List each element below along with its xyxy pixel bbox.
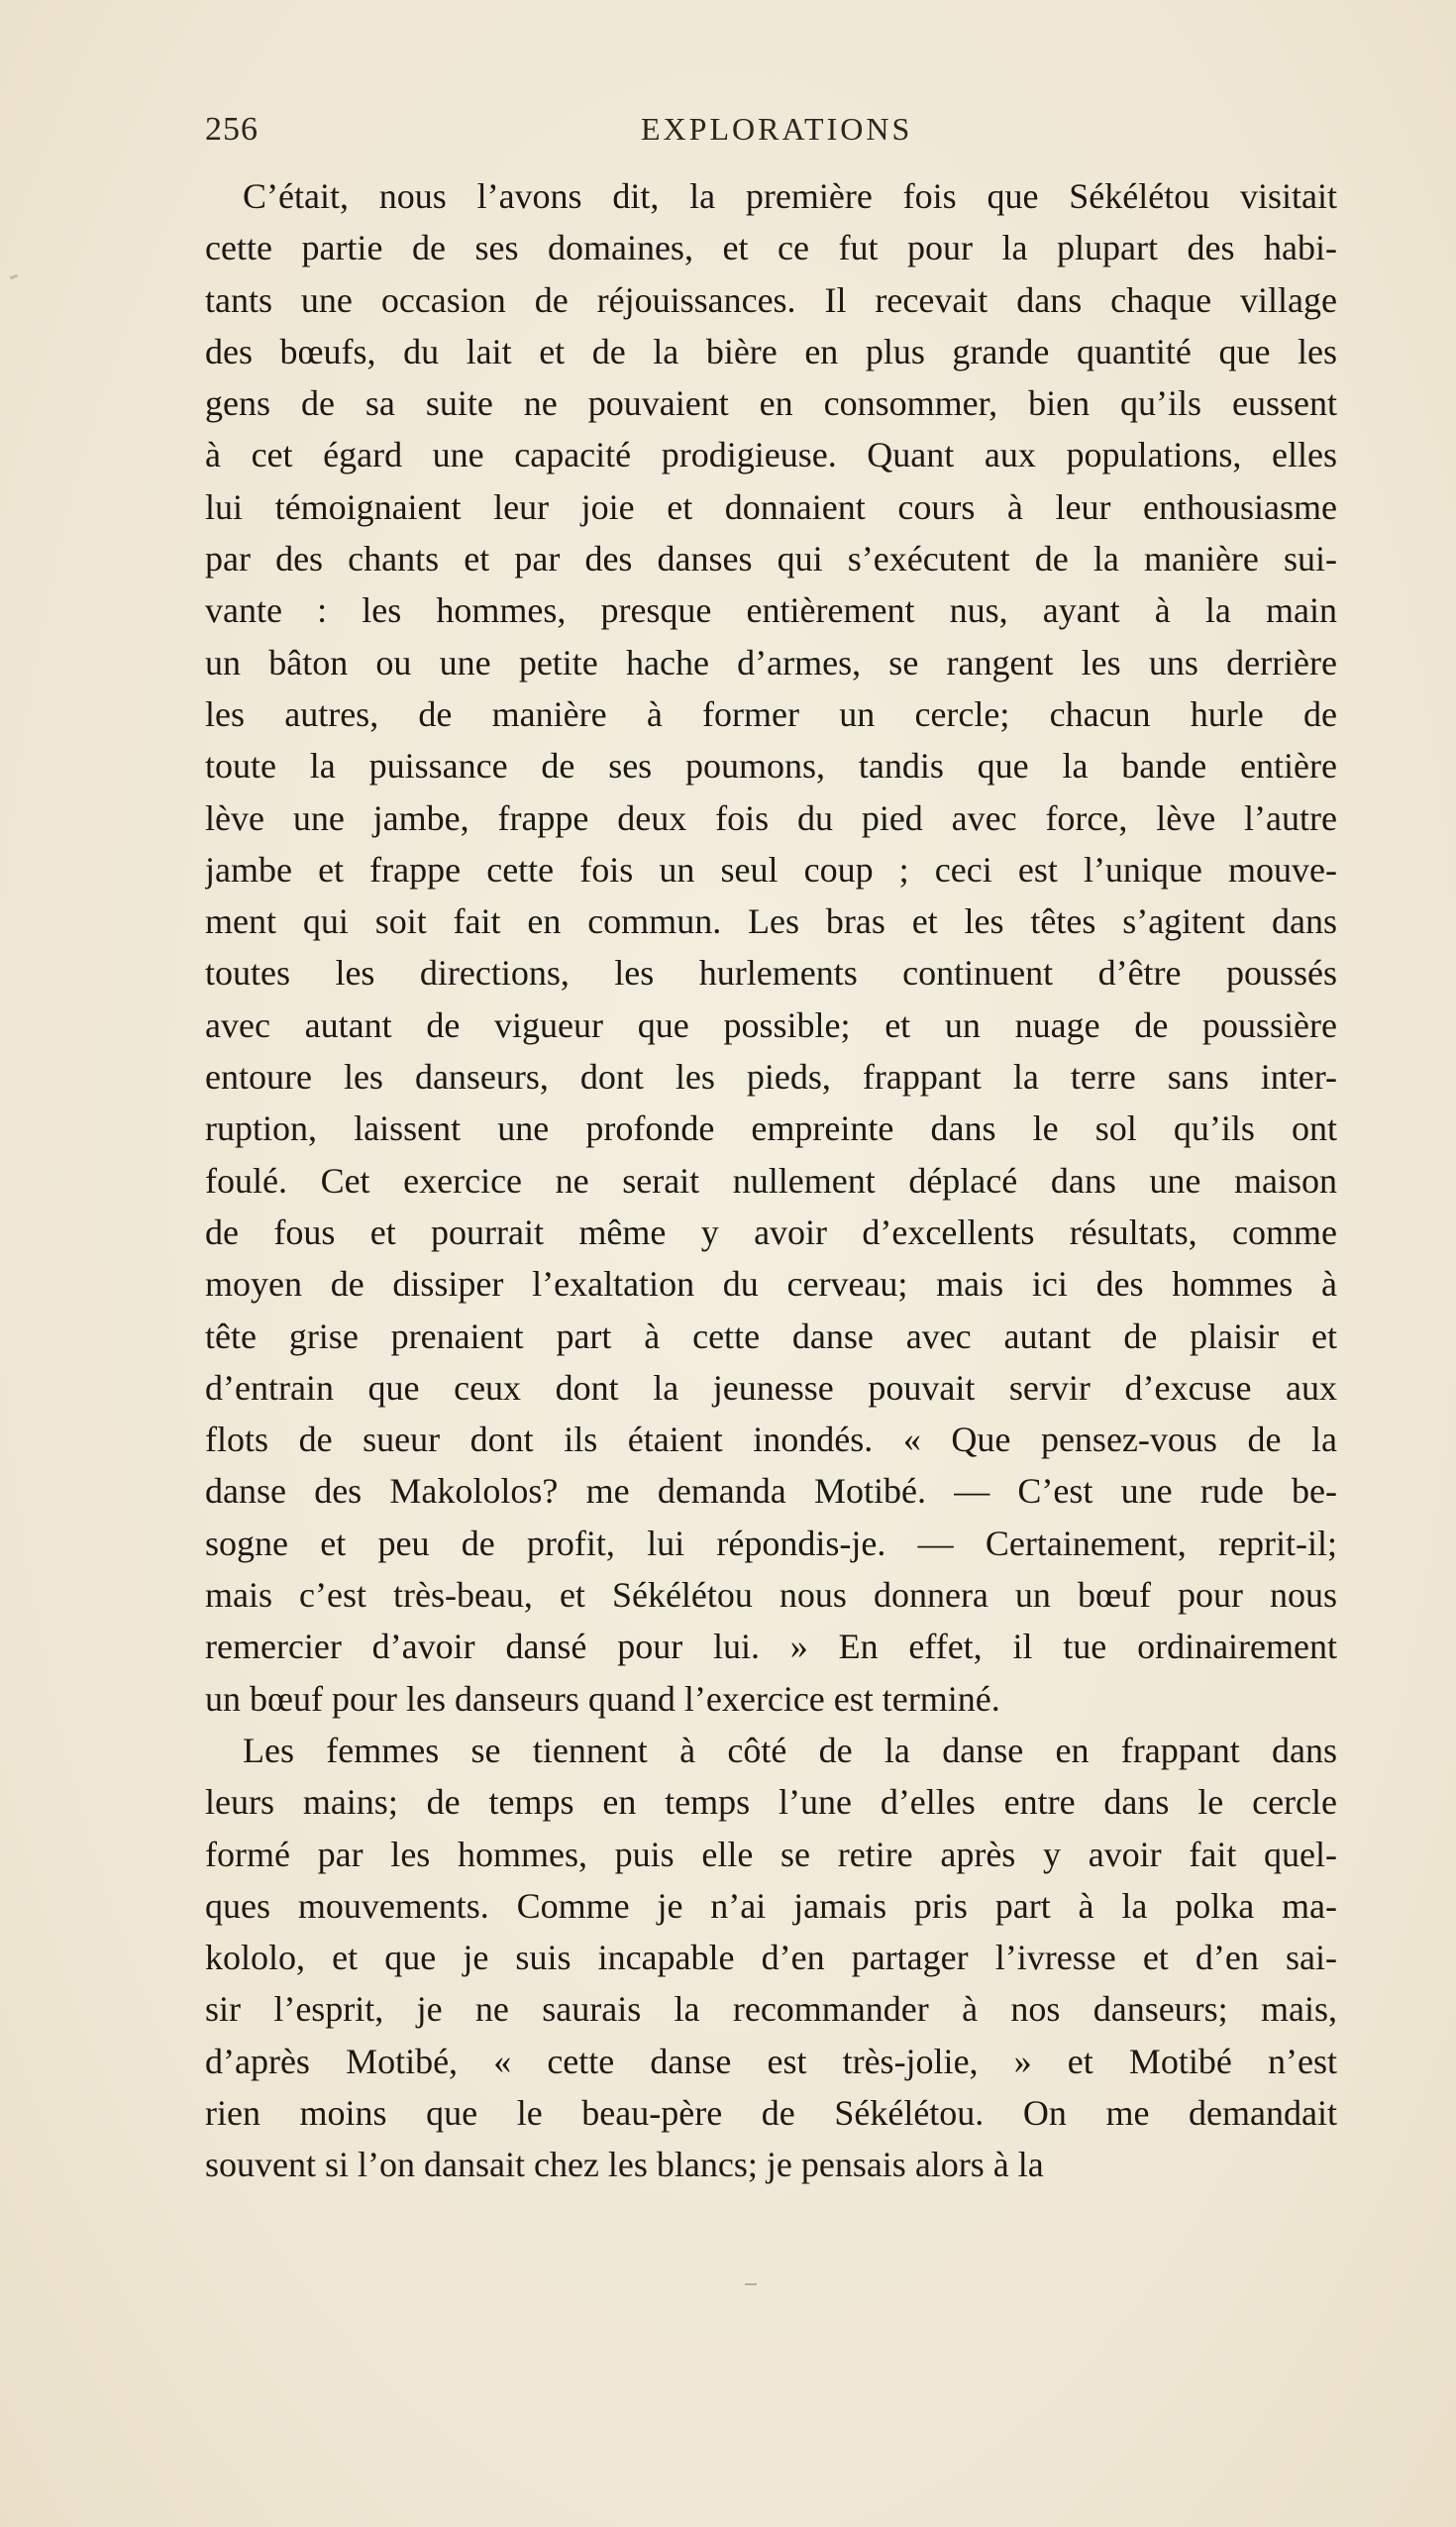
text-line: sogne et peu de profit, lui répondis-je. — Certainement, reprit-il;	[205, 1523, 1337, 1563]
text-line: vante : les hommes, presque entièrement nus, ayant à la main	[205, 590, 1337, 631]
text-line: jambe et frappe cette fois un seul coup ; ceci est l’unique mouve-	[205, 849, 1337, 890]
text-line: des bœufs, du lait et de la bière en plus grande quantité que les	[205, 331, 1337, 371]
text-line: par des chants et par des danses qui s’exécutent de la manière sui-	[205, 539, 1337, 579]
paper-speck	[10, 274, 19, 280]
paragraph-2	[205, 1725, 1337, 2191]
text-line: entoure les danseurs, dont les pieds, frappant la terre sans inter-	[205, 1057, 1337, 1098]
text-line: formé par les hommes, puis elle se retire après y avoir fait quel-	[205, 1834, 1337, 1874]
text-line: lui témoignaient leur joie et donnaient cours à leur enthousiasme	[205, 486, 1337, 527]
text-line: mais c’est très-beau, et Sékélétou nous donnera un bœuf pour nous	[205, 1575, 1337, 1616]
text-line: ment qui soit fait en commun. Les bras et les têtes s’agitent dans	[205, 901, 1337, 942]
text-line: leurs mains; de temps en temps l’une d’elles entre dans le cercle	[205, 1782, 1337, 1823]
text-line: avec autant de vigueur que possible; et un nuage de poussière	[205, 1004, 1337, 1045]
text-line: toutes les directions, les hurlements continuent d’être poussés	[205, 953, 1337, 994]
page-number: 256	[205, 111, 259, 148]
text-line: d’après Motibé, « cette danse est très-jolie, » et Motibé n’est	[205, 2041, 1337, 2081]
text-line: gens de sa suite ne pouvaient en consommer, bien qu’ils eussent	[205, 383, 1337, 424]
text-line: danse des Makololos? me demanda Motibé. — C’est une rude be-	[205, 1471, 1337, 1512]
text-line: cette partie de ses domaines, et ce fut pour la plupart des habi-	[205, 228, 1337, 268]
text-line: toute la puissance de ses poumons, tandis que la bande entière	[205, 746, 1337, 787]
text-line: C’était, nous l’avons dit, la première fois que Sékélétou visitait	[243, 176, 1337, 216]
text-line: tête grise prenaient part à cette danse avec autant de plaisir et	[205, 1316, 1337, 1356]
text-line: rien moins que le beau-père de Sékélétou. On me demandait	[205, 2092, 1337, 2133]
body-text	[205, 170, 1337, 2191]
text-line: foulé. Cet exercice ne serait nullement déplacé dans une maison	[205, 1160, 1337, 1201]
text-line: remercier d’avoir dansé pour lui. » En effet, il tue ordinairement	[205, 1627, 1337, 1667]
footer-mark	[745, 2283, 757, 2285]
text-line: de fous et pourrait même y avoir d’excellents résultats, comme	[205, 1211, 1337, 1252]
paragraph-1	[205, 170, 1337, 1725]
text-line: sir l’esprit, je ne saurais la recommander à nos danseurs; mais,	[205, 1989, 1337, 2030]
text-line: à cet égard une capacité prodigieuse. Quant aux populations, elles	[205, 435, 1337, 475]
text-line: ques mouvements. Comme je n’ai jamais pris part à la polka ma-	[205, 1885, 1337, 1926]
text-line: tants une occasion de réjouissances. Il recevait dans chaque village	[205, 279, 1337, 320]
text-line: flots de sueur dont ils étaient inondés. « Que pensez-vous de la	[205, 1420, 1337, 1460]
text-line: un bœuf pour les danseurs quand l’exercice est terminé.	[205, 1678, 1000, 1719]
text-line: ruption, laissent une profonde empreinte dans le sol qu’ils ont	[205, 1108, 1337, 1149]
page-header	[205, 111, 1344, 160]
text-line: un bâton ou une petite hache d’armes, se rangent les uns derrière	[205, 642, 1337, 683]
running-title: EXPLORATIONS	[641, 111, 913, 147]
text-line: souvent si l’on dansait chez les blancs; je pensais alors à la	[205, 2145, 1044, 2185]
text-line: les autres, de manière à former un cercle; chacun hurle de	[205, 693, 1337, 734]
text-line: d’entrain que ceux dont la jeunesse pouvait servir d’excuse aux	[205, 1367, 1337, 1408]
text-line: lève une jambe, frappe deux fois du pied avec force, lève l’autre	[205, 797, 1337, 838]
text-line: moyen de dissiper l’exaltation du cerveau; mais ici des hommes à	[205, 1264, 1337, 1305]
text-line: Les femmes se tiennent à côté de la danse en frappant dans	[243, 1730, 1337, 1770]
text-line: kololo, et que je suis incapable d’en partager l’ivresse et d’en sai-	[205, 1938, 1337, 1978]
